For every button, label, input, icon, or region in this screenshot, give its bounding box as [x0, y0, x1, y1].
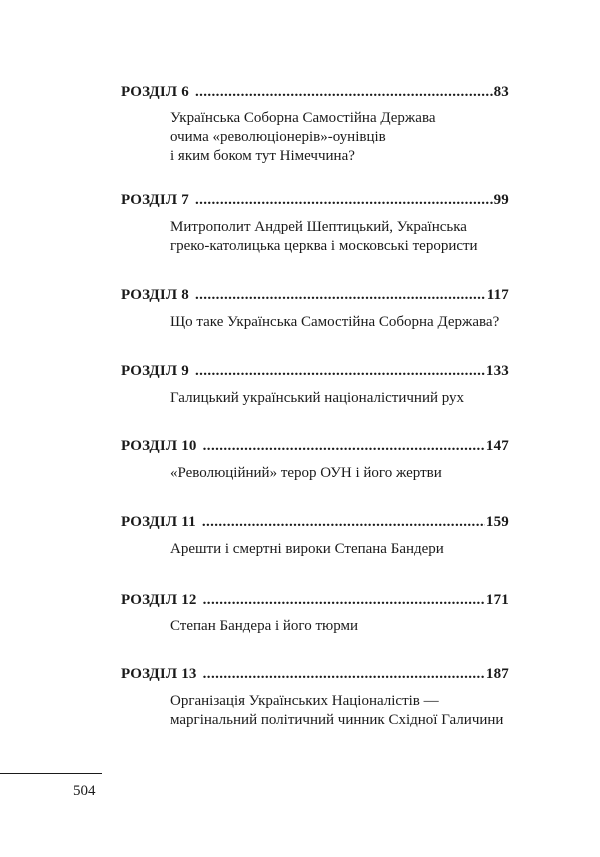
chapter-label: РОЗДІЛ 6 [121, 84, 189, 100]
chapter-title-line: греко-католицька церква і московські терористи [170, 238, 478, 254]
page-number: 159 [485, 514, 509, 530]
chapter-heading-line[interactable] [121, 592, 509, 612]
chapter-title [170, 692, 510, 730]
page-number: 147 [485, 438, 509, 454]
chapter-title-line: і яким боком тут Німеччина? [170, 148, 355, 164]
dot-leader [203, 438, 485, 455]
chapter-label: РОЗДІЛ 11 [121, 514, 196, 530]
chapter-heading-line[interactable] [121, 666, 509, 686]
chapter-title-line: Що таке Українська Самостійна Соборна Держава? [170, 314, 500, 330]
chapter-heading-line[interactable] [121, 514, 509, 534]
page-number: 171 [485, 592, 509, 608]
dot-leader [203, 592, 485, 609]
page-number: 99 [493, 192, 509, 208]
chapter-title-line: Степан Бандера і його тюрми [170, 618, 359, 634]
chapter-title [170, 617, 510, 636]
dot-leader [195, 192, 493, 209]
dot-leader [195, 363, 485, 380]
chapter-title-line: Українська Соборна Самостійна Держава [170, 110, 436, 126]
page-number: 133 [485, 363, 509, 379]
chapter-title-line: Арешти і смертні вироки Степана Бандери [170, 541, 444, 557]
chapter-title [170, 218, 510, 256]
chapter-title-line: маргінальний політичний чинник Східної Галичини [170, 712, 504, 728]
chapter-heading-line[interactable] [121, 438, 509, 458]
chapter-label: РОЗДІЛ 8 [121, 287, 189, 303]
chapter-heading-line[interactable] [121, 287, 509, 307]
chapter-title [170, 313, 510, 332]
chapter-label: РОЗДІЛ 7 [121, 192, 189, 208]
chapter-title-line: «Революційний» терор ОУН і його жертви [170, 465, 442, 481]
dot-leader [202, 514, 485, 531]
chapter-label: РОЗДІЛ 9 [121, 363, 189, 379]
dot-leader [195, 287, 486, 304]
chapter-heading-line[interactable] [121, 363, 509, 383]
page-folio: 504 [73, 783, 96, 799]
page-number: 187 [485, 666, 509, 682]
chapter-heading-line[interactable] [121, 84, 509, 104]
chapter-title [170, 109, 510, 166]
chapter-title-line: очима «революціонерів»-оунівців [170, 129, 386, 145]
chapter-label: РОЗДІЛ 12 [121, 592, 197, 608]
chapter-title-line: Галицький український націоналістичний рух [170, 390, 465, 406]
chapter-title [170, 464, 510, 483]
dot-leader [203, 666, 485, 683]
dot-leader [195, 84, 493, 101]
chapter-title [170, 540, 510, 559]
page-number: 117 [486, 287, 509, 303]
chapter-title [170, 389, 510, 408]
chapter-label: РОЗДІЛ 13 [121, 666, 197, 682]
page-number: 83 [493, 84, 509, 100]
chapter-title-line: Митрополит Андрей Шептицький, Українська [170, 219, 467, 235]
chapter-label: РОЗДІЛ 10 [121, 438, 197, 454]
footer-rule [0, 773, 102, 774]
chapter-title-line: Організація Українських Націоналістів — [170, 693, 439, 709]
chapter-heading-line[interactable] [121, 192, 509, 212]
